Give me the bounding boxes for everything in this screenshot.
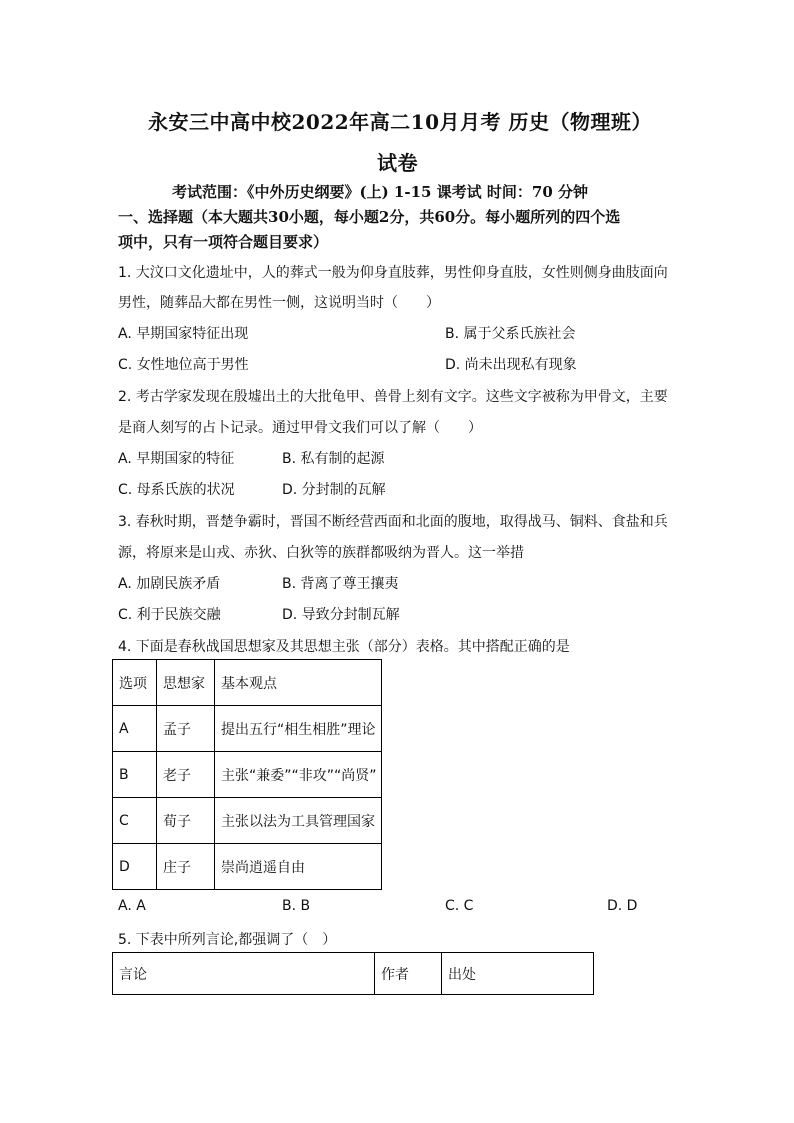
table-cell: 主张以法为工具管理国家 [215,798,382,844]
q1-option-b[interactable]: B. 属于父系氏族社会 [445,326,576,342]
q3-option-c[interactable]: C. 利于民族交融 [118,607,221,623]
q2-option-a[interactable]: A. 早期国家的特征 [118,451,235,467]
question-4-text: 4. 下面是春秋战国思想家及其思想主张（部分）表格。其中搭配正确的是 [118,639,570,655]
table-cell: C [113,798,157,844]
table-header-row [113,953,594,995]
table-row [113,844,382,890]
table-header-row [113,660,382,706]
table-cell: 提出五行“相生相胜”理论 [215,706,382,752]
table-header-cell: 选项 [113,660,157,706]
question-5-text: 5. 下表中所列言论,都强调了（ ） [118,932,337,948]
exam-title: 永安三中高中校2022年高二10月月考 历史（物理班） [148,110,652,134]
q2-option-d[interactable]: D. 分封制的瓦解 [282,482,386,498]
table-row [113,752,382,798]
table-header-cell: 基本观点 [215,660,382,706]
table-cell: 主张“兼委”“非攻”“尚贤” [215,752,382,798]
table-cell: 荀子 [157,798,215,844]
table-cell: B [113,752,157,798]
table-cell: D [113,844,157,890]
table-header-cell: 言论 [113,953,375,995]
section-heading-line2: 项中，只有一项符合题目要求） [118,233,329,251]
exam-title-line2: 试卷 [377,151,418,175]
table-row [113,798,382,844]
section-heading: 一、选择题（本大题共30小题，每小题2分，共60分。每小题所列的四个选 [118,208,621,226]
table-cell: 孟子 [157,706,215,752]
table-row [113,706,382,752]
question-2-text: 2. 考古学家发现在殷墟出土的大批龟甲、兽骨上刻有文字。这些文字被称为甲骨文，主要 [118,389,668,405]
table-cell: 老子 [157,752,215,798]
exam-info: 考试范围：《中外历史纲要》(上) 1-15 课考试 时间：70 分钟 [172,183,588,201]
q4-option-c[interactable]: C. C [445,898,474,914]
table-header-cell: 作者 [375,953,442,995]
question-3-text: 3. 春秋时期，晋楚争霸时，晋国不断经营西面和北面的腹地，取得战马、铜料、食盐和兵 [118,514,668,530]
question-1-text-line2: 男性，随葬品大都在男性一侧，这说明当时（ ） [118,295,440,311]
q4-option-b[interactable]: B. B [282,898,311,914]
table-cell: 庄子 [157,844,215,890]
question-2-text-line2: 是商人刻写的占卜记录。通过甲骨文我们可以了解（ ） [118,420,482,436]
table-cell: A [113,706,157,752]
q2-option-c[interactable]: C. 母系氏族的状况 [118,482,235,498]
table-header-cell: 思想家 [157,660,215,706]
question-3-text-line2: 源，将原来是山戎、赤狄、白狄等的族群都吸纳为晋人。这一举措 [118,545,524,561]
q1-option-a[interactable]: A. 早期国家特征出现 [118,326,249,342]
q3-option-b[interactable]: B. 背离了尊王攘夷 [282,576,399,592]
q1-option-c[interactable]: C. 女性地位高于男性 [118,357,249,373]
q4-option-a[interactable]: A. A [118,898,146,914]
q2-option-b[interactable]: B. 私有制的起源 [282,451,385,467]
q1-option-d[interactable]: D. 尚未出现私有现象 [445,357,577,373]
table-header-cell: 出处 [442,953,594,995]
q3-option-d[interactable]: D. 导致分封制瓦解 [282,607,400,623]
q4-table [112,659,382,890]
question-1-text: 1. 大汶口文化遗址中，人的葬式一般为仰身直肢葬，男性仰身直肢，女性则侧身曲肢面向 [118,265,668,281]
q5-table [112,952,594,995]
q3-option-a[interactable]: A. 加剧民族矛盾 [118,576,221,592]
q4-option-d[interactable]: D. D [607,898,638,914]
table-cell: 崇尚逍遥自由 [215,844,382,890]
